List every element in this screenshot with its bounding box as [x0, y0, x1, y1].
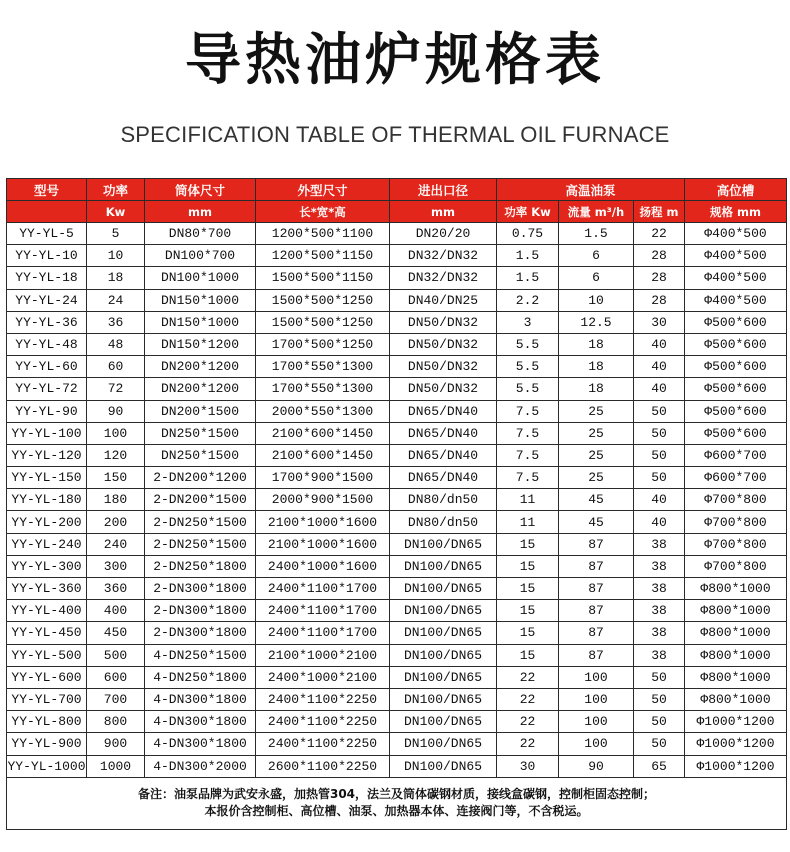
table-row [7, 267, 787, 289]
footnote-line-2: 本报价含控制柜、高位槽、油泵、加热器本体、连接阀门等，不含税运。 [204, 803, 589, 818]
cell-tank-size: Φ500*600 [685, 422, 787, 444]
cell-barrel-size: DN200*1200 [145, 356, 256, 378]
cell-port-diameter: DN100/DN65 [390, 755, 497, 777]
cell-port-diameter: DN65/DN40 [390, 422, 497, 444]
cell-outline-size: 2400*1100*2250 [256, 733, 390, 755]
cell-pump-flow: 87 [559, 600, 634, 622]
cell-pump-power: 7.5 [497, 444, 559, 466]
cell-pump-power: 1.5 [497, 245, 559, 267]
table-row [7, 688, 787, 710]
cell-outline-size: 2100*600*1450 [256, 422, 390, 444]
cell-barrel-size: 4-DN250*1500 [145, 644, 256, 666]
cell-tank-size: Φ1000*1200 [685, 755, 787, 777]
cell-pump-power: 3 [497, 311, 559, 333]
header-high-tank: 高位槽 [685, 179, 787, 201]
cell-pump-head: 30 [634, 311, 685, 333]
cell-pump-flow: 87 [559, 578, 634, 600]
cell-pump-flow: 100 [559, 666, 634, 688]
cell-pump-flow: 87 [559, 555, 634, 577]
cell-pump-power: 22 [497, 733, 559, 755]
cell-barrel-size: 2-DN200*1500 [145, 489, 256, 511]
cell-pump-head: 22 [634, 223, 685, 245]
cell-pump-flow: 100 [559, 733, 634, 755]
cell-pump-power: 7.5 [497, 400, 559, 422]
cell-port-diameter: DN50/DN32 [390, 311, 497, 333]
cell-pump-flow: 18 [559, 378, 634, 400]
cell-tank-size: Φ500*600 [685, 378, 787, 400]
cell-pump-flow: 45 [559, 511, 634, 533]
cell-pump-power: 7.5 [497, 422, 559, 444]
table-row [7, 755, 787, 777]
cell-tank-size: Φ700*800 [685, 533, 787, 555]
table-row [7, 245, 787, 267]
cell-model: YY-YL-100 [7, 422, 87, 444]
cell-barrel-size: 2-DN300*1800 [145, 578, 256, 600]
cell-pump-flow: 25 [559, 444, 634, 466]
cell-barrel-size: DN250*1500 [145, 422, 256, 444]
cell-model: YY-YL-18 [7, 267, 87, 289]
cell-pump-flow: 90 [559, 755, 634, 777]
cell-port-diameter: DN100/DN65 [390, 688, 497, 710]
cell-outline-size: 2400*1100*2250 [256, 688, 390, 710]
cell-pump-head: 40 [634, 356, 685, 378]
cell-model: YY-YL-120 [7, 444, 87, 466]
cell-outline-size: 1700*550*1300 [256, 356, 390, 378]
unit-tank: 规格 mm [685, 201, 787, 223]
footnote-line-1: 备注：油泵品牌为武安永盛，加热管304，法兰及筒体碳钢材质，接线盒碳钢，控制柜固态控制； [137, 786, 656, 801]
cell-port-diameter: DN100/DN65 [390, 533, 497, 555]
cell-power: 1000 [87, 755, 145, 777]
footnote [7, 777, 787, 829]
cell-model: YY-YL-200 [7, 511, 87, 533]
cell-barrel-size: DN100*700 [145, 245, 256, 267]
unit-pump-power: 功率 Kw [497, 201, 559, 223]
cell-pump-head: 38 [634, 644, 685, 666]
cell-model: YY-YL-450 [7, 622, 87, 644]
cell-outline-size: 2400*1000*1600 [256, 555, 390, 577]
cell-model: YY-YL-180 [7, 489, 87, 511]
cell-port-diameter: DN100/DN65 [390, 666, 497, 688]
unit-barrel: mm [145, 201, 256, 223]
cell-tank-size: Φ500*600 [685, 311, 787, 333]
cell-barrel-size: 2-DN200*1200 [145, 467, 256, 489]
cell-port-diameter: DN65/DN40 [390, 467, 497, 489]
cell-model: YY-YL-90 [7, 400, 87, 422]
table-row [7, 289, 787, 311]
cell-pump-power: 22 [497, 666, 559, 688]
unit-power: Kw [87, 201, 145, 223]
cell-tank-size: Φ800*1000 [685, 600, 787, 622]
cell-model: YY-YL-1000 [7, 755, 87, 777]
cell-port-diameter: DN50/DN32 [390, 333, 497, 355]
cell-barrel-size: 4-DN300*1800 [145, 733, 256, 755]
cell-power: 800 [87, 711, 145, 733]
cell-barrel-size: DN250*1500 [145, 444, 256, 466]
cell-power: 450 [87, 622, 145, 644]
cell-barrel-size: 4-DN250*1800 [145, 666, 256, 688]
cell-outline-size: 2100*600*1450 [256, 444, 390, 466]
table-row [7, 733, 787, 755]
cell-outline-size: 1200*500*1150 [256, 245, 390, 267]
cell-port-diameter: DN100/DN65 [390, 600, 497, 622]
cell-pump-head: 38 [634, 622, 685, 644]
cell-model: YY-YL-600 [7, 666, 87, 688]
cell-pump-power: 2.2 [497, 289, 559, 311]
cell-outline-size: 2100*1000*1600 [256, 511, 390, 533]
cell-power: 180 [87, 489, 145, 511]
cell-model: YY-YL-72 [7, 378, 87, 400]
header-port-diameter: 进出口径 [390, 179, 497, 201]
cell-power: 90 [87, 400, 145, 422]
cell-model: YY-YL-400 [7, 600, 87, 622]
cell-barrel-size: 2-DN250*1500 [145, 511, 256, 533]
cell-pump-head: 28 [634, 267, 685, 289]
cell-pump-power: 22 [497, 688, 559, 710]
cell-model: YY-YL-700 [7, 688, 87, 710]
cell-pump-flow: 18 [559, 333, 634, 355]
table-row [7, 489, 787, 511]
table-row [7, 622, 787, 644]
cell-pump-head: 40 [634, 489, 685, 511]
table-row [7, 223, 787, 245]
cell-barrel-size: DN150*1200 [145, 333, 256, 355]
cell-pump-power: 15 [497, 533, 559, 555]
cell-pump-head: 50 [634, 666, 685, 688]
cell-tank-size: Φ800*1000 [685, 578, 787, 600]
spec-table [6, 178, 787, 830]
cell-model: YY-YL-24 [7, 289, 87, 311]
cell-pump-head: 38 [634, 578, 685, 600]
cell-model: YY-YL-60 [7, 356, 87, 378]
cell-model: YY-YL-360 [7, 578, 87, 600]
cell-port-diameter: DN32/DN32 [390, 267, 497, 289]
cell-pump-flow: 87 [559, 644, 634, 666]
cell-power: 150 [87, 467, 145, 489]
table-row [7, 444, 787, 466]
cell-port-diameter: DN32/DN32 [390, 245, 497, 267]
table-row [7, 378, 787, 400]
cell-barrel-size: 4-DN300*2000 [145, 755, 256, 777]
cell-power: 10 [87, 245, 145, 267]
unit-outline: 长*宽*高 [256, 201, 390, 223]
cell-power: 360 [87, 578, 145, 600]
cell-barrel-size: DN100*1000 [145, 267, 256, 289]
cell-pump-head: 50 [634, 711, 685, 733]
cell-pump-head: 50 [634, 688, 685, 710]
table-row [7, 333, 787, 355]
cell-pump-flow: 10 [559, 289, 634, 311]
cell-pump-flow: 1.5 [559, 223, 634, 245]
cell-pump-power: 15 [497, 555, 559, 577]
cell-pump-flow: 100 [559, 711, 634, 733]
cell-pump-power: 15 [497, 578, 559, 600]
cell-pump-power: 30 [497, 755, 559, 777]
cell-port-diameter: DN50/DN32 [390, 378, 497, 400]
cell-tank-size: Φ600*700 [685, 467, 787, 489]
cell-tank-size: Φ500*600 [685, 333, 787, 355]
cell-tank-size: Φ400*500 [685, 289, 787, 311]
cell-pump-power: 15 [497, 600, 559, 622]
cell-outline-size: 2000*550*1300 [256, 400, 390, 422]
cell-tank-size: Φ800*1000 [685, 688, 787, 710]
cell-outline-size: 2400*1100*1700 [256, 622, 390, 644]
cell-power: 24 [87, 289, 145, 311]
cell-pump-flow: 18 [559, 356, 634, 378]
table-row [7, 511, 787, 533]
cell-tank-size: Φ500*600 [685, 356, 787, 378]
cell-barrel-size: DN80*700 [145, 223, 256, 245]
cell-barrel-size: 2-DN300*1800 [145, 600, 256, 622]
cell-pump-power: 7.5 [497, 467, 559, 489]
cell-pump-flow: 45 [559, 489, 634, 511]
cell-tank-size: Φ400*500 [685, 267, 787, 289]
cell-power: 48 [87, 333, 145, 355]
cell-power: 60 [87, 356, 145, 378]
cell-tank-size: Φ800*1000 [685, 622, 787, 644]
unit-pump-head: 扬程 m [634, 201, 685, 223]
cell-pump-power: 11 [497, 489, 559, 511]
cell-model: YY-YL-150 [7, 467, 87, 489]
table-row [7, 422, 787, 444]
cell-port-diameter: DN80/dn50 [390, 511, 497, 533]
cell-power: 500 [87, 644, 145, 666]
units-row [7, 201, 787, 223]
cell-barrel-size: 2-DN250*1500 [145, 533, 256, 555]
cell-model: YY-YL-5 [7, 223, 87, 245]
cell-power: 100 [87, 422, 145, 444]
cell-pump-head: 28 [634, 245, 685, 267]
cell-model: YY-YL-500 [7, 644, 87, 666]
header-power: 功率 [87, 179, 145, 201]
cell-pump-power: 1.5 [497, 267, 559, 289]
cell-outline-size: 2400*1100*1700 [256, 578, 390, 600]
cell-pump-flow: 87 [559, 622, 634, 644]
cell-pump-head: 38 [634, 600, 685, 622]
cell-model: YY-YL-800 [7, 711, 87, 733]
cell-pump-head: 40 [634, 378, 685, 400]
cell-pump-flow: 100 [559, 688, 634, 710]
cell-model: YY-YL-48 [7, 333, 87, 355]
cell-outline-size: 1700*900*1500 [256, 467, 390, 489]
table-row [7, 711, 787, 733]
cell-tank-size: Φ400*500 [685, 245, 787, 267]
cell-pump-flow: 87 [559, 533, 634, 555]
cell-outline-size: 1700*550*1300 [256, 378, 390, 400]
unit-port: mm [390, 201, 497, 223]
cell-barrel-size: DN200*1500 [145, 400, 256, 422]
cell-pump-power: 11 [497, 511, 559, 533]
cell-power: 900 [87, 733, 145, 755]
cell-pump-head: 50 [634, 422, 685, 444]
table-row [7, 533, 787, 555]
cell-power: 120 [87, 444, 145, 466]
cell-outline-size: 1500*500*1250 [256, 289, 390, 311]
footnote-row [7, 777, 787, 829]
cell-pump-flow: 25 [559, 400, 634, 422]
cell-pump-head: 40 [634, 511, 685, 533]
cell-pump-head: 50 [634, 467, 685, 489]
cell-outline-size: 1700*500*1250 [256, 333, 390, 355]
cell-port-diameter: DN80/dn50 [390, 489, 497, 511]
cell-power: 300 [87, 555, 145, 577]
cell-pump-power: 5.5 [497, 356, 559, 378]
cell-barrel-size: DN150*1000 [145, 311, 256, 333]
cell-pump-flow: 12.5 [559, 311, 634, 333]
cell-port-diameter: DN100/DN65 [390, 578, 497, 600]
cell-pump-head: 65 [634, 755, 685, 777]
cell-power: 200 [87, 511, 145, 533]
cell-outline-size: 2400*1100*1700 [256, 600, 390, 622]
table-row [7, 356, 787, 378]
cell-pump-power: 0.75 [497, 223, 559, 245]
cell-pump-flow: 25 [559, 467, 634, 489]
cell-power: 600 [87, 666, 145, 688]
cell-port-diameter: DN100/DN65 [390, 622, 497, 644]
cell-power: 400 [87, 600, 145, 622]
header-model: 型号 [7, 179, 87, 201]
cell-outline-size: 2100*1000*1600 [256, 533, 390, 555]
unit-pump-flow: 流量 m³/h [559, 201, 634, 223]
page-title: 导热油炉规格表 [185, 28, 605, 93]
cell-tank-size: Φ700*800 [685, 555, 787, 577]
cell-barrel-size: 2-DN300*1800 [145, 622, 256, 644]
cell-port-diameter: DN100/DN65 [390, 644, 497, 666]
cell-tank-size: Φ400*500 [685, 223, 787, 245]
cell-power: 72 [87, 378, 145, 400]
header-barrel-size: 筒体尺寸 [145, 179, 256, 201]
cell-port-diameter: DN65/DN40 [390, 444, 497, 466]
cell-outline-size: 2400*1000*2100 [256, 666, 390, 688]
cell-model: YY-YL-300 [7, 555, 87, 577]
cell-model: YY-YL-900 [7, 733, 87, 755]
cell-tank-size: Φ700*800 [685, 489, 787, 511]
cell-pump-flow: 6 [559, 245, 634, 267]
cell-power: 5 [87, 223, 145, 245]
cell-pump-flow: 6 [559, 267, 634, 289]
table-row [7, 311, 787, 333]
cell-power: 36 [87, 311, 145, 333]
cell-barrel-size: 2-DN250*1800 [145, 555, 256, 577]
table-row [7, 644, 787, 666]
cell-port-diameter: DN100/DN65 [390, 733, 497, 755]
cell-port-diameter: DN20/20 [390, 223, 497, 245]
cell-barrel-size: DN150*1000 [145, 289, 256, 311]
cell-pump-flow: 25 [559, 422, 634, 444]
table-row [7, 600, 787, 622]
table-row [7, 467, 787, 489]
cell-tank-size: Φ800*1000 [685, 666, 787, 688]
cell-tank-size: Φ600*700 [685, 444, 787, 466]
cell-port-diameter: DN100/DN65 [390, 555, 497, 577]
cell-tank-size: Φ1000*1200 [685, 733, 787, 755]
cell-pump-head: 38 [634, 555, 685, 577]
cell-tank-size: Φ500*600 [685, 400, 787, 422]
page-subtitle: SPECIFICATION TABLE OF THERMAL OIL FURNACE [120, 122, 670, 147]
cell-outline-size: 1500*500*1250 [256, 311, 390, 333]
cell-model: YY-YL-240 [7, 533, 87, 555]
table-row [7, 400, 787, 422]
unit-model [7, 201, 87, 223]
cell-pump-head: 28 [634, 289, 685, 311]
cell-pump-power: 5.5 [497, 378, 559, 400]
cell-outline-size: 1200*500*1100 [256, 223, 390, 245]
cell-outline-size: 2400*1100*2250 [256, 711, 390, 733]
cell-pump-power: 5.5 [497, 333, 559, 355]
cell-model: YY-YL-36 [7, 311, 87, 333]
cell-pump-power: 15 [497, 644, 559, 666]
cell-pump-head: 40 [634, 333, 685, 355]
cell-port-diameter: DN50/DN32 [390, 356, 497, 378]
cell-outline-size: 2100*1000*2100 [256, 644, 390, 666]
cell-model: YY-YL-10 [7, 245, 87, 267]
cell-power: 18 [87, 267, 145, 289]
cell-pump-power: 15 [497, 622, 559, 644]
cell-barrel-size: 4-DN300*1800 [145, 688, 256, 710]
cell-pump-power: 22 [497, 711, 559, 733]
header-oil-pump: 高温油泵 [497, 179, 685, 201]
cell-port-diameter: DN40/DN25 [390, 289, 497, 311]
cell-port-diameter: DN100/DN65 [390, 711, 497, 733]
cell-pump-head: 50 [634, 733, 685, 755]
header-row [7, 179, 787, 201]
cell-power: 240 [87, 533, 145, 555]
cell-tank-size: Φ700*800 [685, 511, 787, 533]
cell-pump-head: 50 [634, 400, 685, 422]
cell-tank-size: Φ800*1000 [685, 644, 787, 666]
cell-barrel-size: DN200*1200 [145, 378, 256, 400]
table-row [7, 578, 787, 600]
cell-port-diameter: DN65/DN40 [390, 400, 497, 422]
header-outline-size: 外型尺寸 [256, 179, 390, 201]
cell-outline-size: 2000*900*1500 [256, 489, 390, 511]
cell-pump-head: 38 [634, 533, 685, 555]
cell-power: 700 [87, 688, 145, 710]
cell-tank-size: Φ1000*1200 [685, 711, 787, 733]
table-row [7, 666, 787, 688]
spec-table-body [7, 223, 787, 778]
cell-outline-size: 2600*1100*2250 [256, 755, 390, 777]
cell-barrel-size: 4-DN300*1800 [145, 711, 256, 733]
cell-pump-head: 50 [634, 444, 685, 466]
table-row [7, 555, 787, 577]
cell-outline-size: 1500*500*1150 [256, 267, 390, 289]
